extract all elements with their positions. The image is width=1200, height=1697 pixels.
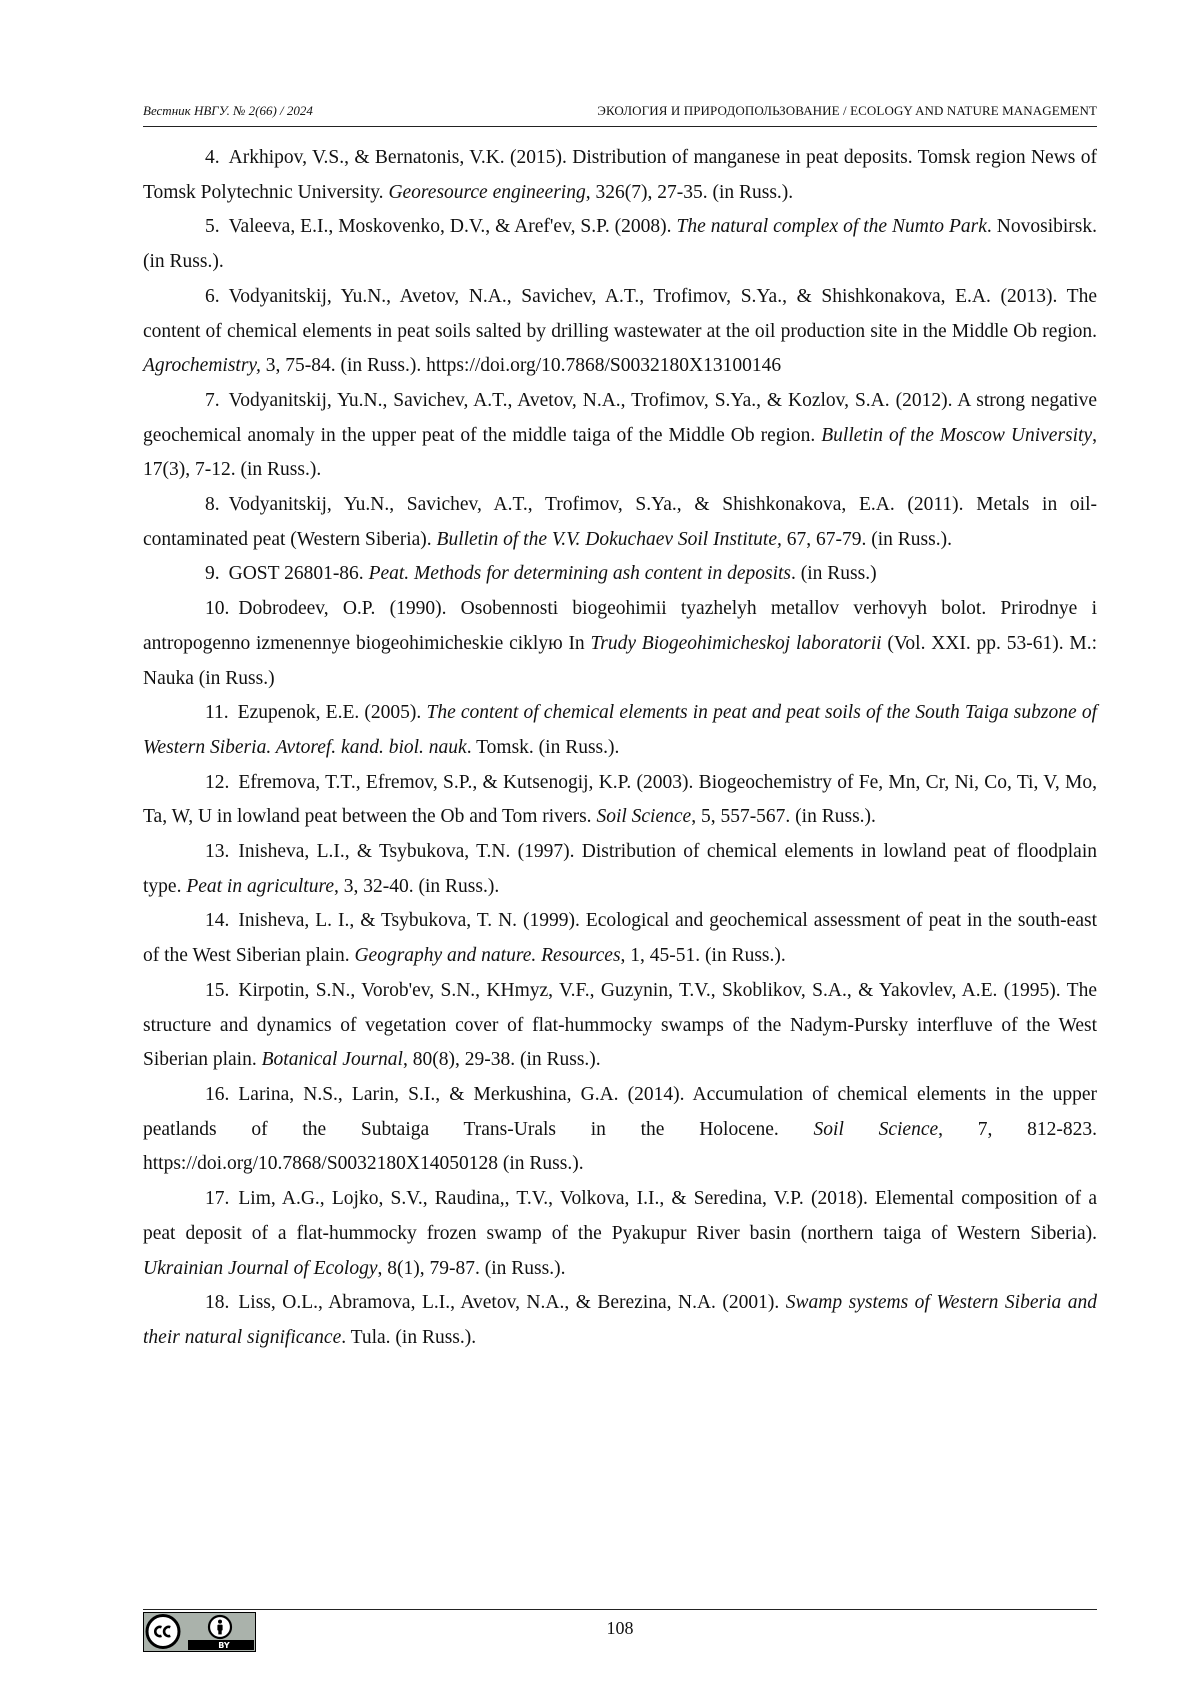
reference-source-title: Botanical Journal bbox=[261, 1049, 403, 1071]
reference-text: Liss, O.L., Abramova, L.I., Avetov, N.A., & Berezina, N.A. (2001). bbox=[238, 1292, 786, 1314]
reference-list bbox=[143, 141, 1097, 1356]
reference-text: Valeeva, E.I., Moskovenko, D.V., & Aref'ev, S.P. (2008). bbox=[228, 216, 677, 238]
reference-number: 4. bbox=[205, 147, 220, 168]
reference-source-title: Soil Science bbox=[813, 1118, 939, 1140]
reference-number: 9. bbox=[205, 563, 220, 585]
reference-text: Inisheva, L.I., & Tsybukova, T.N. (1997). Distribution of chemical elements in lowland peat of floodplain type. bbox=[143, 841, 1097, 897]
reference-source-title: Soil Science bbox=[596, 806, 692, 828]
page-number: 108 bbox=[606, 1618, 634, 1638]
reference-item bbox=[143, 904, 1097, 973]
reference-item bbox=[143, 488, 1097, 557]
reference-text: , 1, 45-51. (in Russ.). bbox=[620, 945, 786, 967]
journal-name: Вестник НВГУ. № 2(66) / 2024 bbox=[143, 103, 313, 118]
reference-item bbox=[143, 210, 1097, 279]
reference-text: , 80(8), 29-38. (in Russ.). bbox=[402, 1049, 601, 1071]
reference-text: , 326(7), 27-35. (in Russ.). bbox=[585, 181, 794, 203]
page-header bbox=[143, 102, 1097, 127]
reference-item bbox=[143, 1286, 1097, 1355]
reference-number: 13. bbox=[205, 841, 230, 863]
reference-number: 5. bbox=[205, 216, 220, 238]
reference-source-title: The natural complex of the Numto Park bbox=[676, 216, 987, 238]
reference-text: Lim, A.G., Lojko, S.V., Raudina,, T.V., Volkova, I.I., & Seredina, V.P. (2018). Elemental composition of a peat deposit of a flat-hummocky frozen swamp of the Pyakupur River basin (northern taiga of Western Siberia). bbox=[143, 1188, 1097, 1244]
reference-text: . (in Russ.) bbox=[791, 563, 877, 585]
by-label: BY bbox=[218, 1641, 230, 1650]
reference-text: . Novosibirsk. (in Russ.). bbox=[143, 216, 1097, 273]
reference-text: Efremova, T.T., Efremov, S.P., & Kutsenogij, K.P. (2003). Biogeochemistry of Fe, Mn, Cr, Ni, Co, Ti, V, Mo, Ta, W, U in lowland peat between the Ob and Tom rivers. bbox=[143, 771, 1097, 828]
reference-number: 10. bbox=[205, 598, 230, 620]
reference-number: 16. bbox=[205, 1083, 230, 1105]
reference-item bbox=[143, 835, 1097, 904]
reference-text: . Tomsk. (in Russ.). bbox=[466, 736, 620, 758]
reference-source-title: Peat in agriculture bbox=[186, 875, 334, 897]
reference-source-title: Swamp systems of Western Siberia and their natural significance bbox=[143, 1292, 1097, 1348]
reference-text: Vodyanitskij, Yu.N., Savichev, A.T., Avetov, N.A., Trofimov, S.Ya., & Kozlov, S.A. (2012). A strong negative geochemical anomaly in the upper peat of the middle taiga of the Middle Ob region. bbox=[143, 389, 1097, 446]
reference-number: 12. bbox=[205, 771, 230, 793]
reference-number: 15. bbox=[205, 979, 230, 1001]
reference-text: Vodyanitskij, Yu.N., Avetov, N.A., Savichev, A.T., Trofimov, S.Ya., & Shishkonakova, E.A. (2013). The content of chemical elements in peat soils salted by drilling wastewater at the oil production site in the Middle Ob region. bbox=[143, 285, 1097, 342]
reference-text: Ezupenok, E.E. (2005). bbox=[237, 702, 427, 724]
reference-number: 8. bbox=[205, 494, 220, 516]
reference-text: Inisheva, L. I., & Tsybukova, T. N. (1999). Ecological and geochemical assessment of peat in the south-east of the West Siberian plain. bbox=[143, 910, 1097, 967]
reference-number: 11. bbox=[205, 702, 229, 724]
reference-source-title: Georesource engineering bbox=[388, 181, 586, 203]
reference-item bbox=[143, 766, 1097, 835]
reference-item bbox=[143, 141, 1097, 210]
reference-number: 6. bbox=[205, 285, 220, 307]
reference-source-title: Trudy Biogeohimicheskoj laboratorii bbox=[590, 632, 882, 654]
reference-item bbox=[143, 557, 1097, 592]
reference-source-title: Bulletin of the Moscow University bbox=[821, 424, 1093, 446]
reference-text: , 8(1), 79-87. (in Russ.). bbox=[377, 1257, 566, 1279]
reference-item bbox=[143, 696, 1097, 765]
reference-text: (Vol. XXI. pp. 53-61). M.: Nauka (in Russ.) bbox=[143, 632, 1097, 689]
page-footer bbox=[143, 1609, 1097, 1662]
reference-text: , 3, 32-40. (in Russ.). bbox=[334, 875, 500, 897]
reference-number: 14. bbox=[205, 910, 230, 932]
reference-text: GOST 26801-86. bbox=[228, 563, 369, 585]
reference-item bbox=[143, 280, 1097, 384]
reference-text: 67, 67-79. (in Russ.). bbox=[781, 528, 952, 550]
reference-number: 7. bbox=[205, 389, 220, 411]
reference-text: Dobrodeev, O.P. (1990). Osobennosti biogeohimii tyazhelyh metallov verhovyh bolot. Prirodnye i antropogenno izmenennye biogeohimicheskie ciklyю In bbox=[143, 598, 1097, 654]
reference-text: Larina, N.S., Larin, S.I., & Merkushina, G.A. (2014). Accumulation of chemical elements in the upper peatlands of the Subtaiga Trans-Urals in the Holocene. bbox=[143, 1083, 1097, 1140]
reference-text: Vodyanitskij, Yu.N., Savichev, A.T., Trofimov, S.Ya., & Shishkonakova, E.A. (2011). Metals in oil-contaminated peat (Western Siberia). bbox=[143, 494, 1097, 550]
reference-text: Kirpotin, S.N., Vorob'ev, S.N., KHmyz, V.F., Guzynin, T.V., Skoblikov, S.A., & Yakovlev, A.E. (1995). The structure and dynamics of vegetation cover of flat-hummocky swamps of the Nadym-Pursky interfluve of the West Siberian plain. bbox=[143, 979, 1097, 1071]
reference-text: Arkhipov, V.S., & Bernatonis, V.K. (2015). Distribution of manganese in peat deposits. Tomsk region News of Tomsk Polytechnic University. bbox=[143, 147, 1097, 203]
reference-source-title: Peat. Methods for determining ash content in deposits bbox=[368, 563, 792, 585]
reference-item bbox=[143, 1182, 1097, 1286]
reference-item bbox=[143, 974, 1097, 1078]
reference-source-title: Geography and nature. Resources bbox=[354, 945, 621, 967]
reference-item bbox=[143, 384, 1097, 488]
reference-source-title: Agrochemistry, bbox=[143, 355, 261, 377]
reference-number: 18. bbox=[205, 1292, 230, 1314]
reference-item bbox=[143, 1078, 1097, 1182]
reference-number: 17. bbox=[205, 1188, 230, 1210]
reference-text: 3, 75-84. (in Russ.). https://doi.org/10.7868/S0032180X13100146 bbox=[260, 355, 782, 377]
reference-text: , 17(3), 7-12. (in Russ.). bbox=[143, 424, 1097, 481]
reference-source-title: Bulletin of the V.V. Dokuchaev Soil Institute, bbox=[436, 528, 782, 550]
reference-text: , 5, 557-567. (in Russ.). bbox=[691, 806, 876, 828]
reference-source-title: Ukrainian Journal of Ecology bbox=[143, 1257, 378, 1279]
reference-text: . Tula. (in Russ.). bbox=[341, 1326, 477, 1348]
reference-source-title: The content of chemical elements in peat and peat soils of the South Taiga subzone of Western Siberia. Avtoref. kand. biol. nauk bbox=[143, 702, 1097, 758]
reference-item bbox=[143, 592, 1097, 696]
section-title: ЭКОЛОГИЯ И ПРИРОДОПОЛЬЗОВАНИЕ / ECOLOGY AND NATURE MANAGEMENT bbox=[597, 103, 1097, 118]
reference-text: , 7, 812-823. https://doi.org/10.7868/S0032180X14050128 (in Russ.). bbox=[143, 1118, 1098, 1175]
